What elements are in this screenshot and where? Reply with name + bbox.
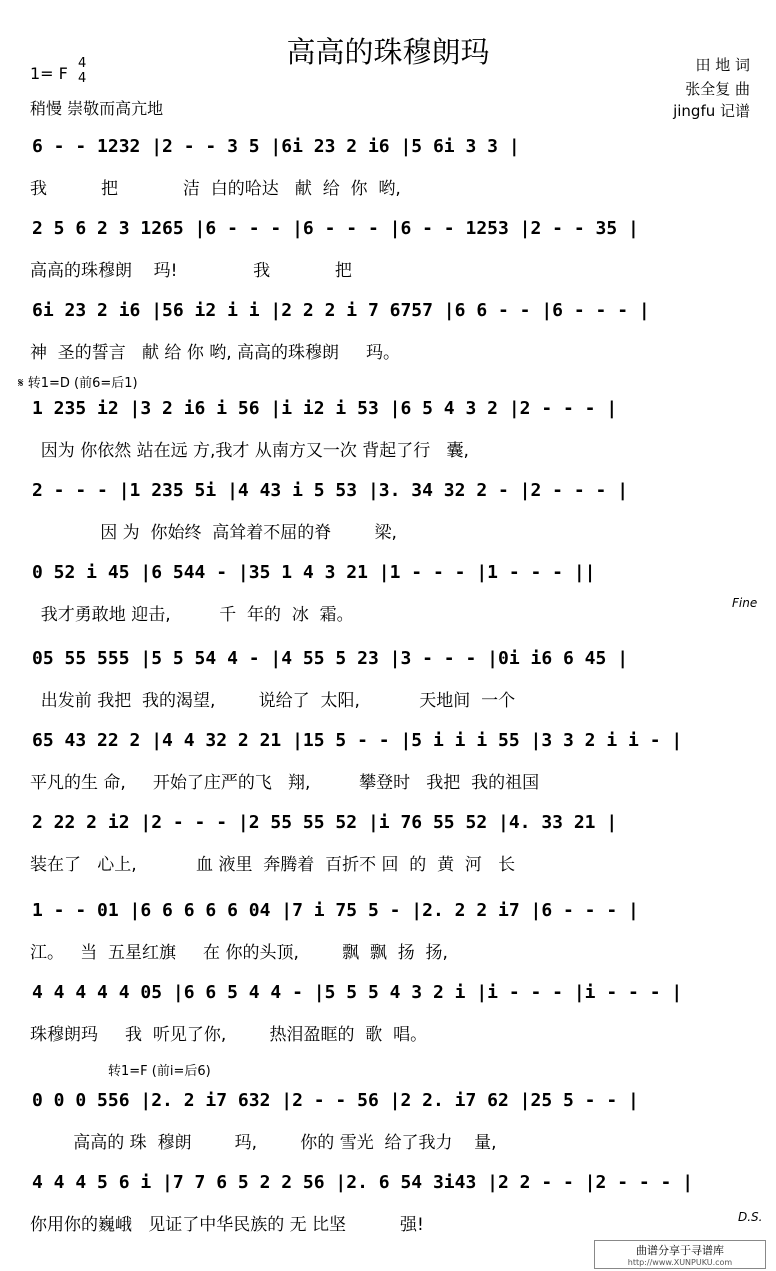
- fine-mark: Fine: [732, 596, 758, 610]
- watermark-footer: [594, 1240, 766, 1269]
- modulation-mark-2: 转1=F (前i=后6): [108, 1064, 211, 1079]
- notation-row: 2 - - - |1 235 5i |4 43 i 5 53 |3. 34 32 2 - |2 - - - |: [32, 480, 629, 501]
- transcriber-credit: jingfu 记谱: [673, 102, 750, 120]
- modulation-mark: 𝄋 转1=D (前6=后1): [18, 376, 138, 391]
- notation-row: 1 - - 01 |6 6 6 6 6 04 |7 i 75 5 - |2. 2 2 i7 |6 - - - |: [32, 900, 639, 921]
- notation-row: 2 22 2 i2 |2 - - - |2 55 55 52 |i 76 55 52 |4. 33 21 |: [32, 812, 618, 833]
- lyric-row: 装在了 心上, 血 液里 奔腾着 百折不 回 的 黄 河 长: [30, 855, 516, 875]
- key-signature: 1= F: [30, 64, 68, 83]
- notation-row: 2 5 6 2 3 1265 |6 - - - |6 - - - |6 - - 1253 |2 - - 35 |: [32, 218, 639, 239]
- lyric-row: 出发前 我把 我的渴望, 说给了 太阳, 天地间 一个: [30, 691, 516, 711]
- lyric-row: 平凡的生 命, 开始了庄严的飞 翔, 攀登时 我把 我的祖国: [30, 773, 540, 793]
- lyric-row: 因为 你依然 站在远 方,我才 从南方又一次 背起了行 囊,: [30, 441, 469, 461]
- notation-row: 1 235 i2 |3 2 i6 i 56 |i i2 i 53 |6 5 4 3 2 |2 - - - |: [32, 398, 618, 419]
- lyric-row: 珠穆朗玛 我 听见了你, 热泪盈眶的 歌 唱。: [30, 1025, 428, 1045]
- lyric-row: 高高的珠穆朗 玛! 我 把: [30, 261, 352, 281]
- composer-credit: 张全复 曲: [685, 80, 750, 98]
- notation-row: 05 55 555 |5 5 54 4 - |4 55 5 23 |3 - - - |0i i6 6 45 |: [32, 648, 629, 669]
- notation-row: 6i 23 2 i6 |56 i2 i i |2 2 2 i 7 6757 |6 6 - - |6 - - - |: [32, 300, 650, 321]
- ds-mark: D.S.: [738, 1210, 763, 1224]
- lyric-row: 我 把 洁 白的哈达 献 给 你 哟,: [30, 179, 401, 199]
- lyric-row: 江。 当 五星红旗 在 你的头顶, 飘 飘 扬 扬,: [30, 943, 448, 963]
- lyricist-credit: 田 地 词: [695, 56, 750, 74]
- notation-row: 0 52 i 45 |6 544 - |35 1 4 3 21 |1 - - - |1 - - - ||: [32, 562, 596, 583]
- notation-row: 65 43 22 2 |4 4 32 2 21 |15 5 - - |5 i i i 55 |3 3 2 i i - |: [32, 730, 683, 751]
- lyric-row: 你用你的巍峨 见证了中华民族的 无 比坚 强!: [30, 1215, 424, 1235]
- notation-row: 4 4 4 4 4 05 |6 6 5 4 4 - |5 5 5 4 3 2 i |i - - - |i - - - |: [32, 982, 683, 1003]
- time-bottom: 4: [78, 71, 87, 86]
- lyric-row: 高高的 珠 穆朗 玛, 你的 雪光 给了我力 量,: [30, 1133, 497, 1153]
- notation-row: 6 - - 1232 |2 - - 3 5 |6i 23 2 i6 |5 6i 3 3 |: [32, 136, 520, 157]
- footer-url: http://www.XUNPUKU.com: [627, 1258, 733, 1267]
- time-top: 4: [78, 56, 87, 71]
- footer-line1: 曲谱分享于寻谱库: [636, 1244, 724, 1257]
- time-signature: [78, 56, 86, 86]
- lyric-row: 我才勇敢地 迎击, 千 年的 冰 霜。: [30, 605, 354, 625]
- notation-row: 0 0 0 556 |2. 2 i7 632 |2 - - 56 |2 2. i7 62 |25 5 - - |: [32, 1090, 639, 1111]
- tempo-marking: 稍慢 崇敬而高亢地: [30, 99, 164, 118]
- notation-row: 4 4 4 5 6 i |7 7 6 5 2 2 56 |2. 6 54 3i43 |2 2 - - |2 - - - |: [32, 1172, 694, 1193]
- lyric-row: 神 圣的誓言 献 给 你 哟, 高高的珠穆朗 玛。: [30, 343, 401, 363]
- lyric-row: 因 为 你始终 高耸着不屈的脊 梁,: [30, 523, 397, 543]
- song-title: 高高的珠穆朗玛: [286, 35, 490, 69]
